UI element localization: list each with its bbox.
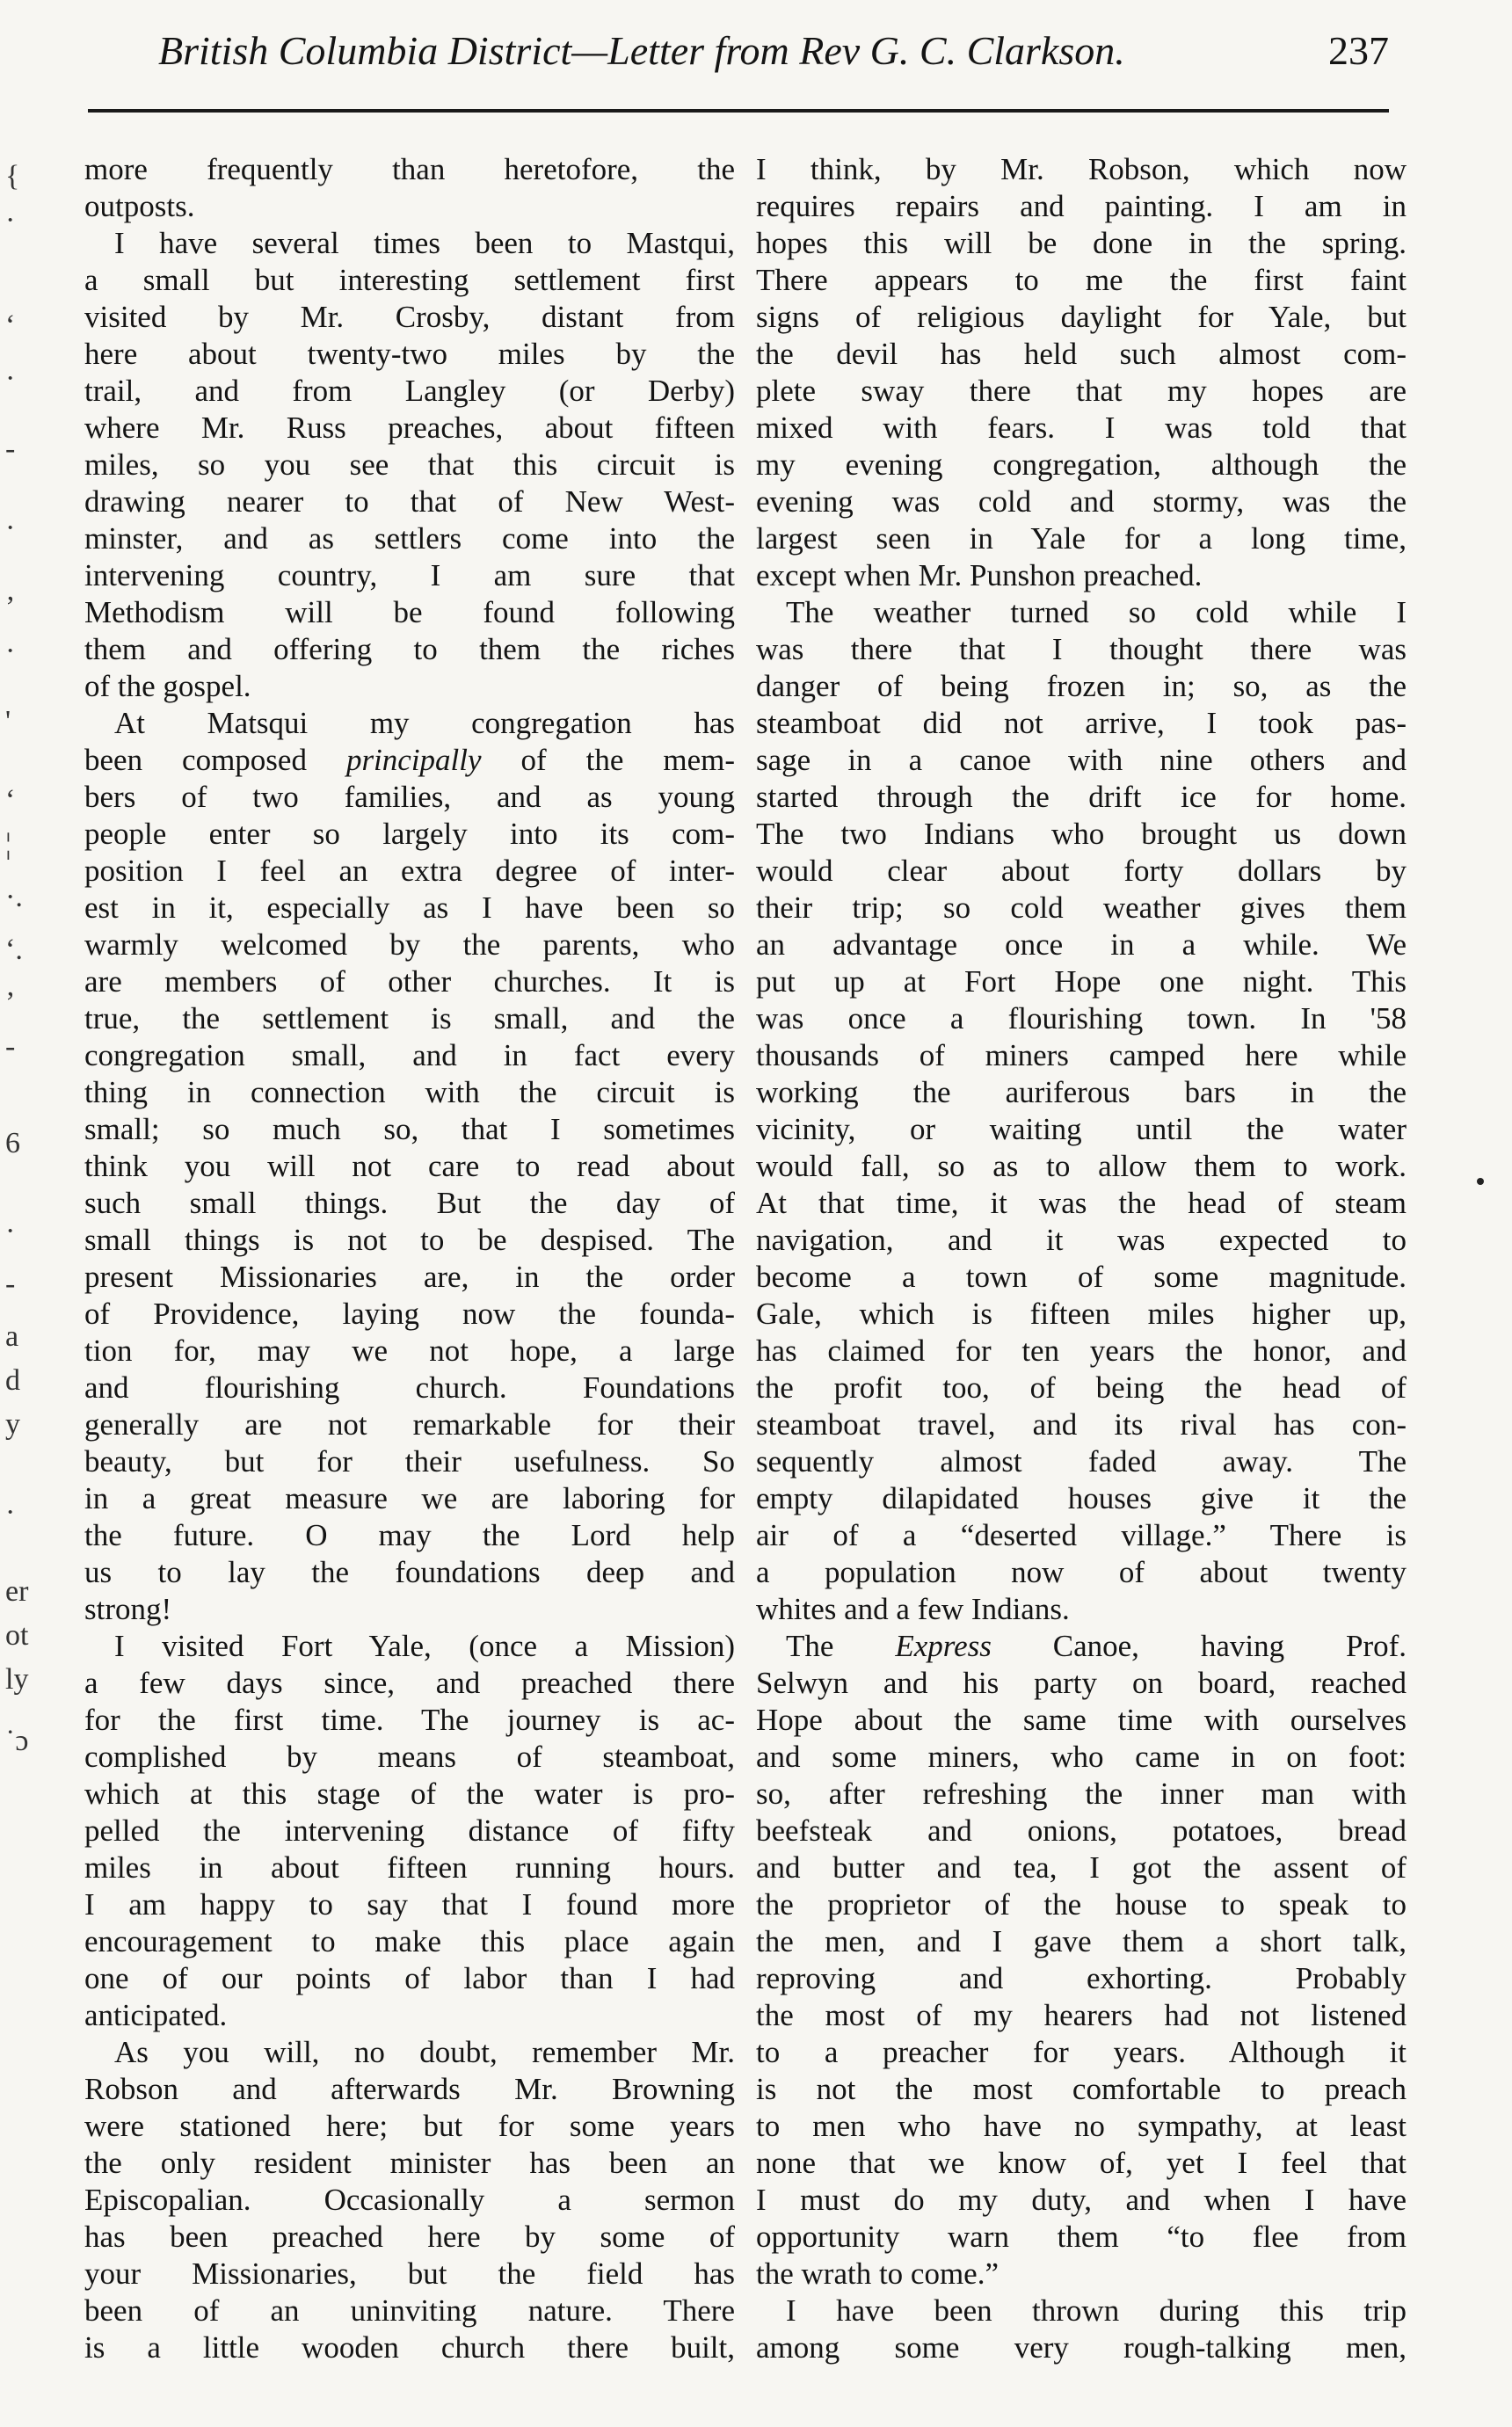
margin-fragment: 6 — [5, 1127, 20, 1159]
text-line: The two Indians who brought us down — [756, 817, 1407, 851]
text-line: steamboat travel, and its rival has con- — [756, 1407, 1407, 1442]
text-line: I am happy to say that I found more — [84, 1887, 735, 1922]
text-line: is not the most comfortable to preach — [756, 2072, 1407, 2106]
text-line: empty dilapidated houses give it the — [756, 1481, 1407, 1515]
text-line: the profit too, of being the head of — [756, 1370, 1407, 1405]
text-line: At that time, it was the head of steam — [756, 1186, 1407, 1220]
text-line: of the gospel. — [84, 669, 251, 703]
text-line: visited by Mr. Crosby, distant from — [84, 300, 735, 334]
text-line: opportunity warn them “to flee from — [756, 2220, 1407, 2254]
text-line: navigation, and it was expected to — [756, 1223, 1407, 1257]
text-line: est in it, especially as I have been so — [84, 890, 735, 925]
text-line: was once a flourishing town. In '58 — [756, 1001, 1407, 1035]
text-line: a population now of about twenty — [756, 1555, 1407, 1589]
text-line: started through the drift ice for home. — [756, 780, 1407, 814]
margin-fragment: · — [5, 635, 16, 667]
text-line: a small but interesting settlement first — [84, 263, 735, 297]
margin-fragment: ˙ɔ — [5, 1725, 29, 1757]
text-line: the most of my hearers had not listened — [756, 1998, 1407, 2032]
stray-ink-dot — [1477, 1178, 1484, 1185]
margin-fragment: - — [5, 1030, 16, 1063]
margin-fragment: · — [5, 1496, 16, 1529]
text-line: The weather turned so cold while I — [786, 595, 1407, 629]
text-line: plete sway there that my hopes are — [756, 374, 1407, 408]
text-line: none that we know of, yet I feel that — [756, 2146, 1407, 2180]
text-line: strong! — [84, 1592, 172, 1626]
text-line: the only resident minister has been an — [84, 2146, 735, 2180]
text-line: Gale, which is fifteen miles higher up, — [756, 1297, 1407, 1331]
text-line: so, after refreshing the inner man with — [756, 1777, 1407, 1811]
margin-fragment: - — [5, 1268, 16, 1300]
text-line: encouragement to make this place again — [84, 1924, 735, 1958]
text-line: warmly welcomed by the parents, who — [84, 927, 735, 962]
text-line: pelled the intervening distance of fifty — [84, 1813, 735, 1848]
left-column — [84, 151, 735, 2366]
text-line: mixed with fears. I was told that — [756, 411, 1407, 445]
text-line: my evening congregation, although the — [756, 447, 1407, 482]
text-line: sage in a canoe with nine others and — [756, 743, 1407, 777]
text-line: the devil has held such almost com- — [756, 337, 1407, 371]
text-line: true, the settlement is small, and the — [84, 1001, 735, 1035]
text-line: among some very rough-talking men, — [756, 2330, 1407, 2365]
margin-fragment: { — [5, 160, 20, 193]
text-line: been of an uninviting nature. There — [84, 2293, 735, 2328]
text-line: I have several times been to Mastqui, — [114, 226, 735, 260]
text-line: bers of two families, and as young — [84, 780, 735, 814]
text-line: the wrath to come.” — [756, 2256, 1000, 2291]
running-head-title: British Columbia District—Letter from Rev G. C. Clarkson. — [158, 28, 1125, 73]
text-line: Episcopalian. Occasionally a sermon — [84, 2183, 735, 2217]
text-line: and butter and tea, I got the assent of — [756, 1850, 1407, 1885]
text-line: congregation small, and in fact every — [84, 1038, 735, 1072]
text-line: thing in connection with the circuit is — [84, 1075, 735, 1109]
text-line: Selwyn and his party on board, reached — [756, 1666, 1407, 1700]
text-line: vicinity, or waiting until the water — [756, 1112, 1407, 1146]
text-line: danger of being frozen in; so, as the — [756, 669, 1407, 703]
text-line: reproving and exhorting. Probably — [756, 1961, 1407, 1995]
text-line: the future. O may the Lord help — [84, 1518, 735, 1552]
text-line: was there that I thought there was — [756, 632, 1407, 666]
text-line: beefsteak and onions, potatoes, bread — [756, 1813, 1407, 1848]
margin-fragment: ‘ — [5, 309, 16, 342]
text-line: miles in about fifteen running hours. — [84, 1850, 735, 1885]
text-line: I think, by Mr. Robson, which now — [756, 152, 1407, 186]
margin-fragment: ' — [5, 705, 11, 738]
text-line: Robson and afterwards Mr. Browning — [84, 2072, 735, 2106]
text-line: been composed principally of the mem- — [84, 743, 735, 777]
text-line: small; so much so, that I sometimes — [84, 1112, 735, 1146]
text-line: to men who have no sympathy, at least — [756, 2109, 1407, 2143]
text-line: for the first time. The journey is ac- — [84, 1703, 735, 1737]
margin-fragment: ·. — [5, 881, 23, 913]
text-line: There appears to me the first faint — [756, 263, 1407, 297]
text-line: and flourishing church. Foundations — [84, 1370, 735, 1405]
text-line: tion for, may we not hope, a large — [84, 1333, 735, 1368]
text-line: evening was cold and stormy, was the — [756, 484, 1407, 519]
text-line: is a little wooden church there built, — [84, 2330, 735, 2365]
margin-fragment: a — [5, 1320, 19, 1353]
text-line: thousands of miners camped here while — [756, 1038, 1407, 1072]
margin-fragment: · — [5, 204, 16, 236]
text-line: beauty, but for their usefulness. So — [84, 1444, 735, 1479]
text-line: trail, and from Langley (or Derby) — [84, 374, 735, 408]
text-line: think you will not care to read about — [84, 1149, 735, 1183]
text-line: people enter so largely into its com- — [84, 817, 735, 851]
text-line: would fall, so as to allow them to work. — [756, 1149, 1407, 1183]
margin-fragment: d — [5, 1364, 20, 1397]
text-line: are members of other churches. It is — [84, 964, 735, 999]
italic-emphasis: principally — [345, 743, 482, 777]
text-line: sequently almost faded away. The — [756, 1444, 1407, 1479]
text-line: drawing nearer to that of New West- — [84, 484, 735, 519]
text-line: one of our points of labor than I had — [84, 1961, 735, 1995]
text-line: present Missionaries are, in the order — [84, 1260, 735, 1294]
text-line: complished by means of steamboat, — [84, 1740, 735, 1774]
text-line: I must do my duty, and when I have — [756, 2183, 1407, 2217]
text-line: them and offering to them the riches — [84, 632, 735, 666]
text-line: The Express Canoe, having Prof. — [786, 1629, 1407, 1663]
margin-fragment: · — [5, 362, 16, 395]
text-line: an advantage once in a while. We — [756, 927, 1407, 962]
text-line: where Mr. Russ preaches, about fifteen — [84, 411, 735, 445]
text-line: anticipated. — [84, 1998, 228, 2032]
text-line: the proprietor of the house to speak to — [756, 1887, 1407, 1922]
text-line: As you will, no doubt, remember Mr. — [114, 2035, 735, 2069]
right-column — [756, 151, 1407, 2366]
text-line: minster, and as settlers come into the — [84, 521, 735, 556]
margin-fragment: ¦ — [5, 828, 11, 861]
text-line: a few days since, and preached there — [84, 1666, 735, 1700]
running-head — [158, 25, 1389, 77]
text-line: I have been thrown during this trip — [786, 2293, 1407, 2328]
text-line: outposts. — [84, 189, 195, 223]
text-line: steamboat did not arrive, I took pas- — [756, 706, 1407, 740]
page-number: 237 — [1328, 28, 1389, 73]
text-line: intervening country, I am sure that — [84, 558, 735, 592]
text-line: hopes this will be done in the spring. — [756, 226, 1407, 260]
margin-fragment: er — [5, 1575, 29, 1608]
text-line: and some miners, who came in on foot: — [756, 1740, 1407, 1774]
header-rule — [88, 109, 1389, 113]
text-line: Hope about the same time with ourselves — [756, 1703, 1407, 1737]
text-line: of Providence, laying now the founda- — [84, 1297, 735, 1331]
text-line: except when Mr. Punshon preached. — [756, 558, 1203, 592]
margin-fragment: ‘ — [5, 784, 16, 817]
text-line: At Matsqui my congregation has — [114, 706, 735, 740]
text-line: would clear about forty dollars by — [756, 854, 1407, 888]
text-line: here about twenty-two miles by the — [84, 337, 735, 371]
text-line: whites and a few Indians. — [756, 1592, 1070, 1626]
text-line: generally are not remarkable for their — [84, 1407, 735, 1442]
text-line: put up at Fort Hope one night. This — [756, 964, 1407, 999]
text-line: air of a “deserted village.” There is — [756, 1518, 1407, 1552]
text-line: working the auriferous bars in the — [756, 1075, 1407, 1109]
text-line: I visited Fort Yale, (once a Mission) — [114, 1629, 735, 1663]
margin-fragment: y — [5, 1408, 20, 1441]
margin-fragment: ly — [5, 1663, 29, 1696]
text-line: signs of religious daylight for Yale, but — [756, 300, 1407, 334]
text-line: has claimed for ten years the honor, and — [756, 1333, 1407, 1368]
text-line: us to lay the foundations deep and — [84, 1555, 735, 1589]
margin-fragment: ot — [5, 1619, 29, 1652]
text-line: requires repairs and painting. I am in — [756, 189, 1407, 223]
margin-fragment: ‘. — [5, 934, 23, 966]
text-line: small things is not to be despised. The — [84, 1223, 735, 1257]
margin-fragment: · — [5, 1215, 16, 1247]
text-line: largest seen in Yale for a long time, — [756, 521, 1407, 556]
italic-emphasis: Express — [895, 1629, 992, 1663]
text-line: to a preacher for years. Although it — [756, 2035, 1407, 2069]
text-line: miles, so you see that this circuit is — [84, 447, 735, 482]
margin-fragment: - — [5, 432, 16, 465]
text-line: more frequently than heretofore, the — [84, 152, 735, 186]
text-line: such small things. But the day of — [84, 1186, 735, 1220]
text-line: become a town of some magnitude. — [756, 1260, 1407, 1294]
text-line: in a great measure we are laboring for — [84, 1481, 735, 1515]
text-line: your Missionaries, but the field has — [84, 2256, 735, 2291]
text-line: their trip; so cold weather gives them — [756, 890, 1407, 925]
text-line: position I feel an extra degree of inter- — [84, 854, 735, 888]
text-line: Methodism will be found following — [84, 595, 735, 629]
margin-fragment: · — [5, 512, 16, 544]
text-line: which at this stage of the water is pro- — [84, 1777, 735, 1811]
margin-fragment: ’ — [5, 986, 16, 1019]
margin-fragment: ’ — [5, 591, 16, 623]
text-line: were stationed here; but for some years — [84, 2109, 735, 2143]
text-line: has been preached here by some of — [84, 2220, 735, 2254]
text-line: the men, and I gave them a short talk, — [756, 1924, 1407, 1958]
